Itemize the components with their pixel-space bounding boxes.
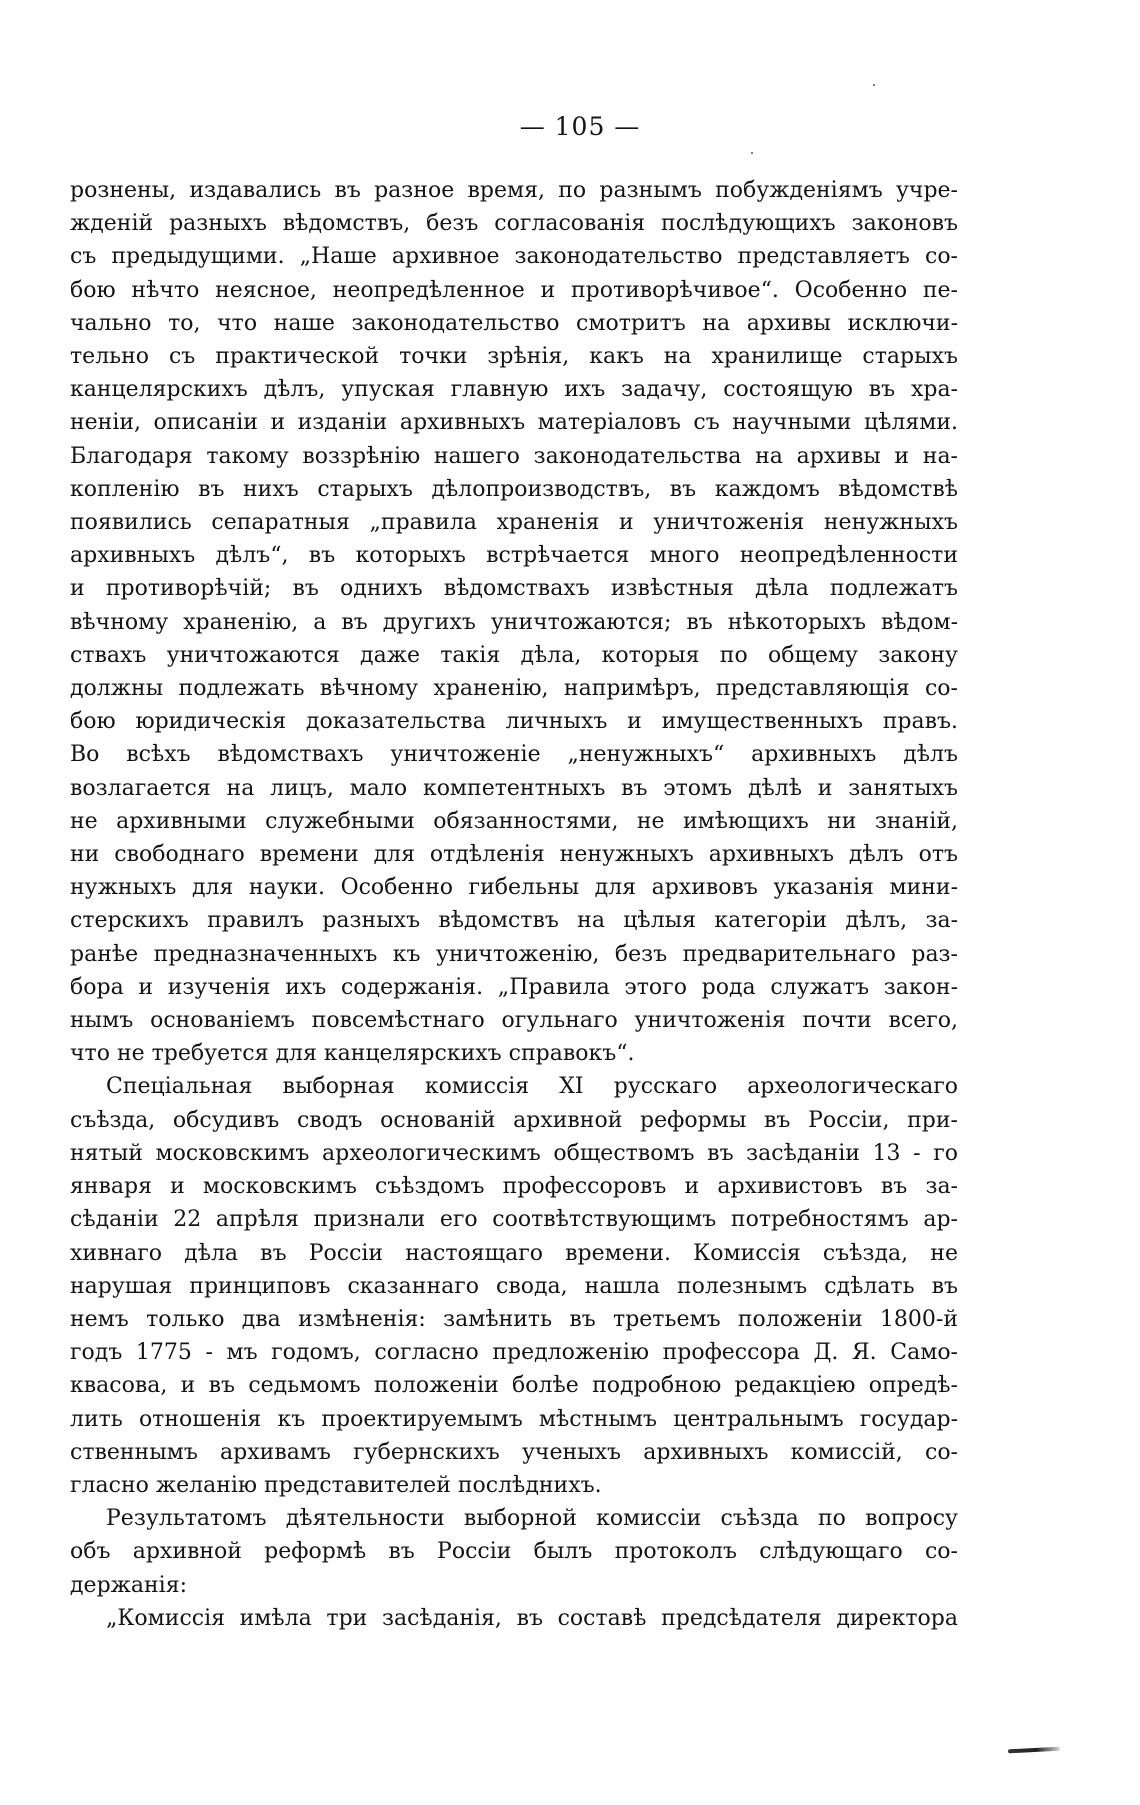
text-line: хивнаго дѣла въ Россіи настоящаго времени. Комиссія съѣзда, не xyxy=(70,1240,958,1266)
text-line: стерскихъ правилъ разныхъ вѣдомствъ на цѣлыя категоріи дѣлъ, за- xyxy=(70,908,958,934)
text-line: „Комиссія имѣла три засѣданія, въ составѣ предсѣдателя директора xyxy=(106,1605,958,1631)
text-line: архивныхъ дѣлъ“, въ которыхъ встрѣчается много неопредѣленности xyxy=(70,543,958,569)
paragraph xyxy=(70,1502,958,1602)
page-number: — 105 — xyxy=(519,112,641,141)
text-line: немъ только два измѣненія: замѣнить въ третьемъ положеніи 1800-й xyxy=(70,1306,958,1332)
paragraph xyxy=(70,1602,958,1635)
text-line: чально то, что наше законодательство смотритъ на архивы исключи- xyxy=(70,310,958,336)
text-line: рознены, издавались въ разное время, по разнымъ побужденіямъ учре- xyxy=(70,178,958,203)
text-line: жденій разныхъ вѣдомствъ, безъ согласованія послѣдующихъ законовъ xyxy=(70,211,958,237)
text-line: копленію въ нихъ старыхъ дѣлопроизводствъ, въ каждомъ вѣдомствѣ xyxy=(70,476,958,502)
text-line: ранѣе предназначенныхъ къ уничтоженію, безъ предварительнаго раз- xyxy=(70,941,958,967)
text-line: появились сепаратныя „правила храненія и уничтоженія ненужныхъ xyxy=(70,510,958,536)
text-line: и противорѣчій; въ однихъ вѣдомствахъ извѣстныя дѣла подлежатъ xyxy=(70,576,958,602)
text-line: Результатомъ дѣятельности выборной комиссіи съѣзда по вопросу xyxy=(106,1506,958,1532)
text-line: Благодаря такому воззрѣнію нашего законодательства на архивы и на- xyxy=(70,443,958,469)
text-line: бора и изученія ихъ содержанія. „Правила этого рода служатъ закон- xyxy=(70,974,958,1000)
text-line: гласно желанію представителей послѣднихъ. xyxy=(70,1472,602,1498)
text-line: января и московскимъ съѣздомъ профессоровъ и архивистовъ въ за- xyxy=(70,1174,958,1200)
text-line: канцелярскихъ дѣлъ, упуская главную ихъ задачу, состоящую въ хра- xyxy=(70,377,958,403)
text-line: держанія: xyxy=(70,1572,187,1598)
text-line: Спеціальная выборная комиссія XI русскаго археологическаго xyxy=(106,1074,958,1100)
text-line: ствахъ уничтожаются даже такія дѣла, которыя по общему закону xyxy=(70,642,958,668)
text-line: вѣчному храненію, а въ другихъ уничтожаются; въ нѣкоторыхъ вѣдом- xyxy=(70,609,958,635)
text-line: ни свободнаго времени для отдѣленія ненужныхъ архивныхъ дѣлъ отъ xyxy=(70,842,958,868)
text-line: должны подлежать вѣчному храненію, напримѣръ, представляющія со- xyxy=(70,676,958,702)
text-line: нымъ основаніемъ повсемѣстнаго огульнаго уничтоженія почти всего, xyxy=(70,1008,958,1034)
text-line: возлагается на лицъ, мало компетентныхъ въ этомъ дѣлѣ и занятыхъ xyxy=(70,775,958,801)
text-line: лить отношенія къ проектируемымъ мѣстнымъ центральнымъ государ- xyxy=(70,1406,958,1432)
paragraph xyxy=(70,1070,958,1502)
text-line: съ предыдущими. „Наше архивное законодательство представляетъ со- xyxy=(70,244,958,270)
text-line: съѣзда, обсудивъ сводъ основаній архивной реформы въ Россіи, при- xyxy=(70,1107,958,1133)
text-line: ственнымъ архивамъ губернскихъ ученыхъ архивныхъ комиссій, со- xyxy=(70,1439,958,1465)
text-line: что не требуется для канцелярскихъ справокъ“. xyxy=(70,1041,635,1067)
text-line: бою юридическія доказательства личныхъ и имущественныхъ правъ. xyxy=(70,709,958,735)
text-line: квасова, и въ седьмомъ положеніи болѣе подробною редакціею опредѣ- xyxy=(70,1373,958,1399)
print-speck xyxy=(751,152,753,154)
text-line: нарушая принциповъ сказаннаго свода, нашла полезнымъ сдѣлать въ xyxy=(70,1273,958,1299)
text-line: годъ 1775 - мъ годомъ, согласно предложенію профессора Д. Я. Само- xyxy=(70,1340,958,1366)
text-line: объ архивной реформѣ въ Россіи былъ протоколъ слѣдующаго со- xyxy=(70,1539,958,1565)
print-speck xyxy=(873,84,875,86)
text-line: сѣданіи 22 апрѣля признали его соотвѣтствующимъ потребностямъ ар- xyxy=(70,1207,958,1233)
body-text xyxy=(70,174,958,1635)
text-line: Во всѣхъ вѣдомствахъ уничтоженіе „ненужныхъ“ архивныхъ дѣлъ xyxy=(70,742,958,768)
text-line: нужныхъ для науки. Особенно гибельны для архивовъ указанія мини- xyxy=(70,875,958,901)
text-line: тельно съ практической точки зрѣнія, какъ на хранилище старыхъ xyxy=(70,344,958,370)
text-line: нятый московскимъ археологическимъ обществомъ въ засѣданіи 13 - го xyxy=(70,1140,958,1166)
text-line: бою нѣчто неясное, неопредѣленное и противорѣчивое“. Особенно пе- xyxy=(70,277,958,303)
margin-pencil-mark xyxy=(1008,1747,1060,1754)
text-line: неніи, описаніи и изданіи архивныхъ матеріаловъ съ научными цѣлями. xyxy=(70,410,958,436)
paragraph xyxy=(70,174,958,1070)
text-line: не архивными служебными обязанностями, не имѣющихъ ни знаній, xyxy=(70,808,958,834)
